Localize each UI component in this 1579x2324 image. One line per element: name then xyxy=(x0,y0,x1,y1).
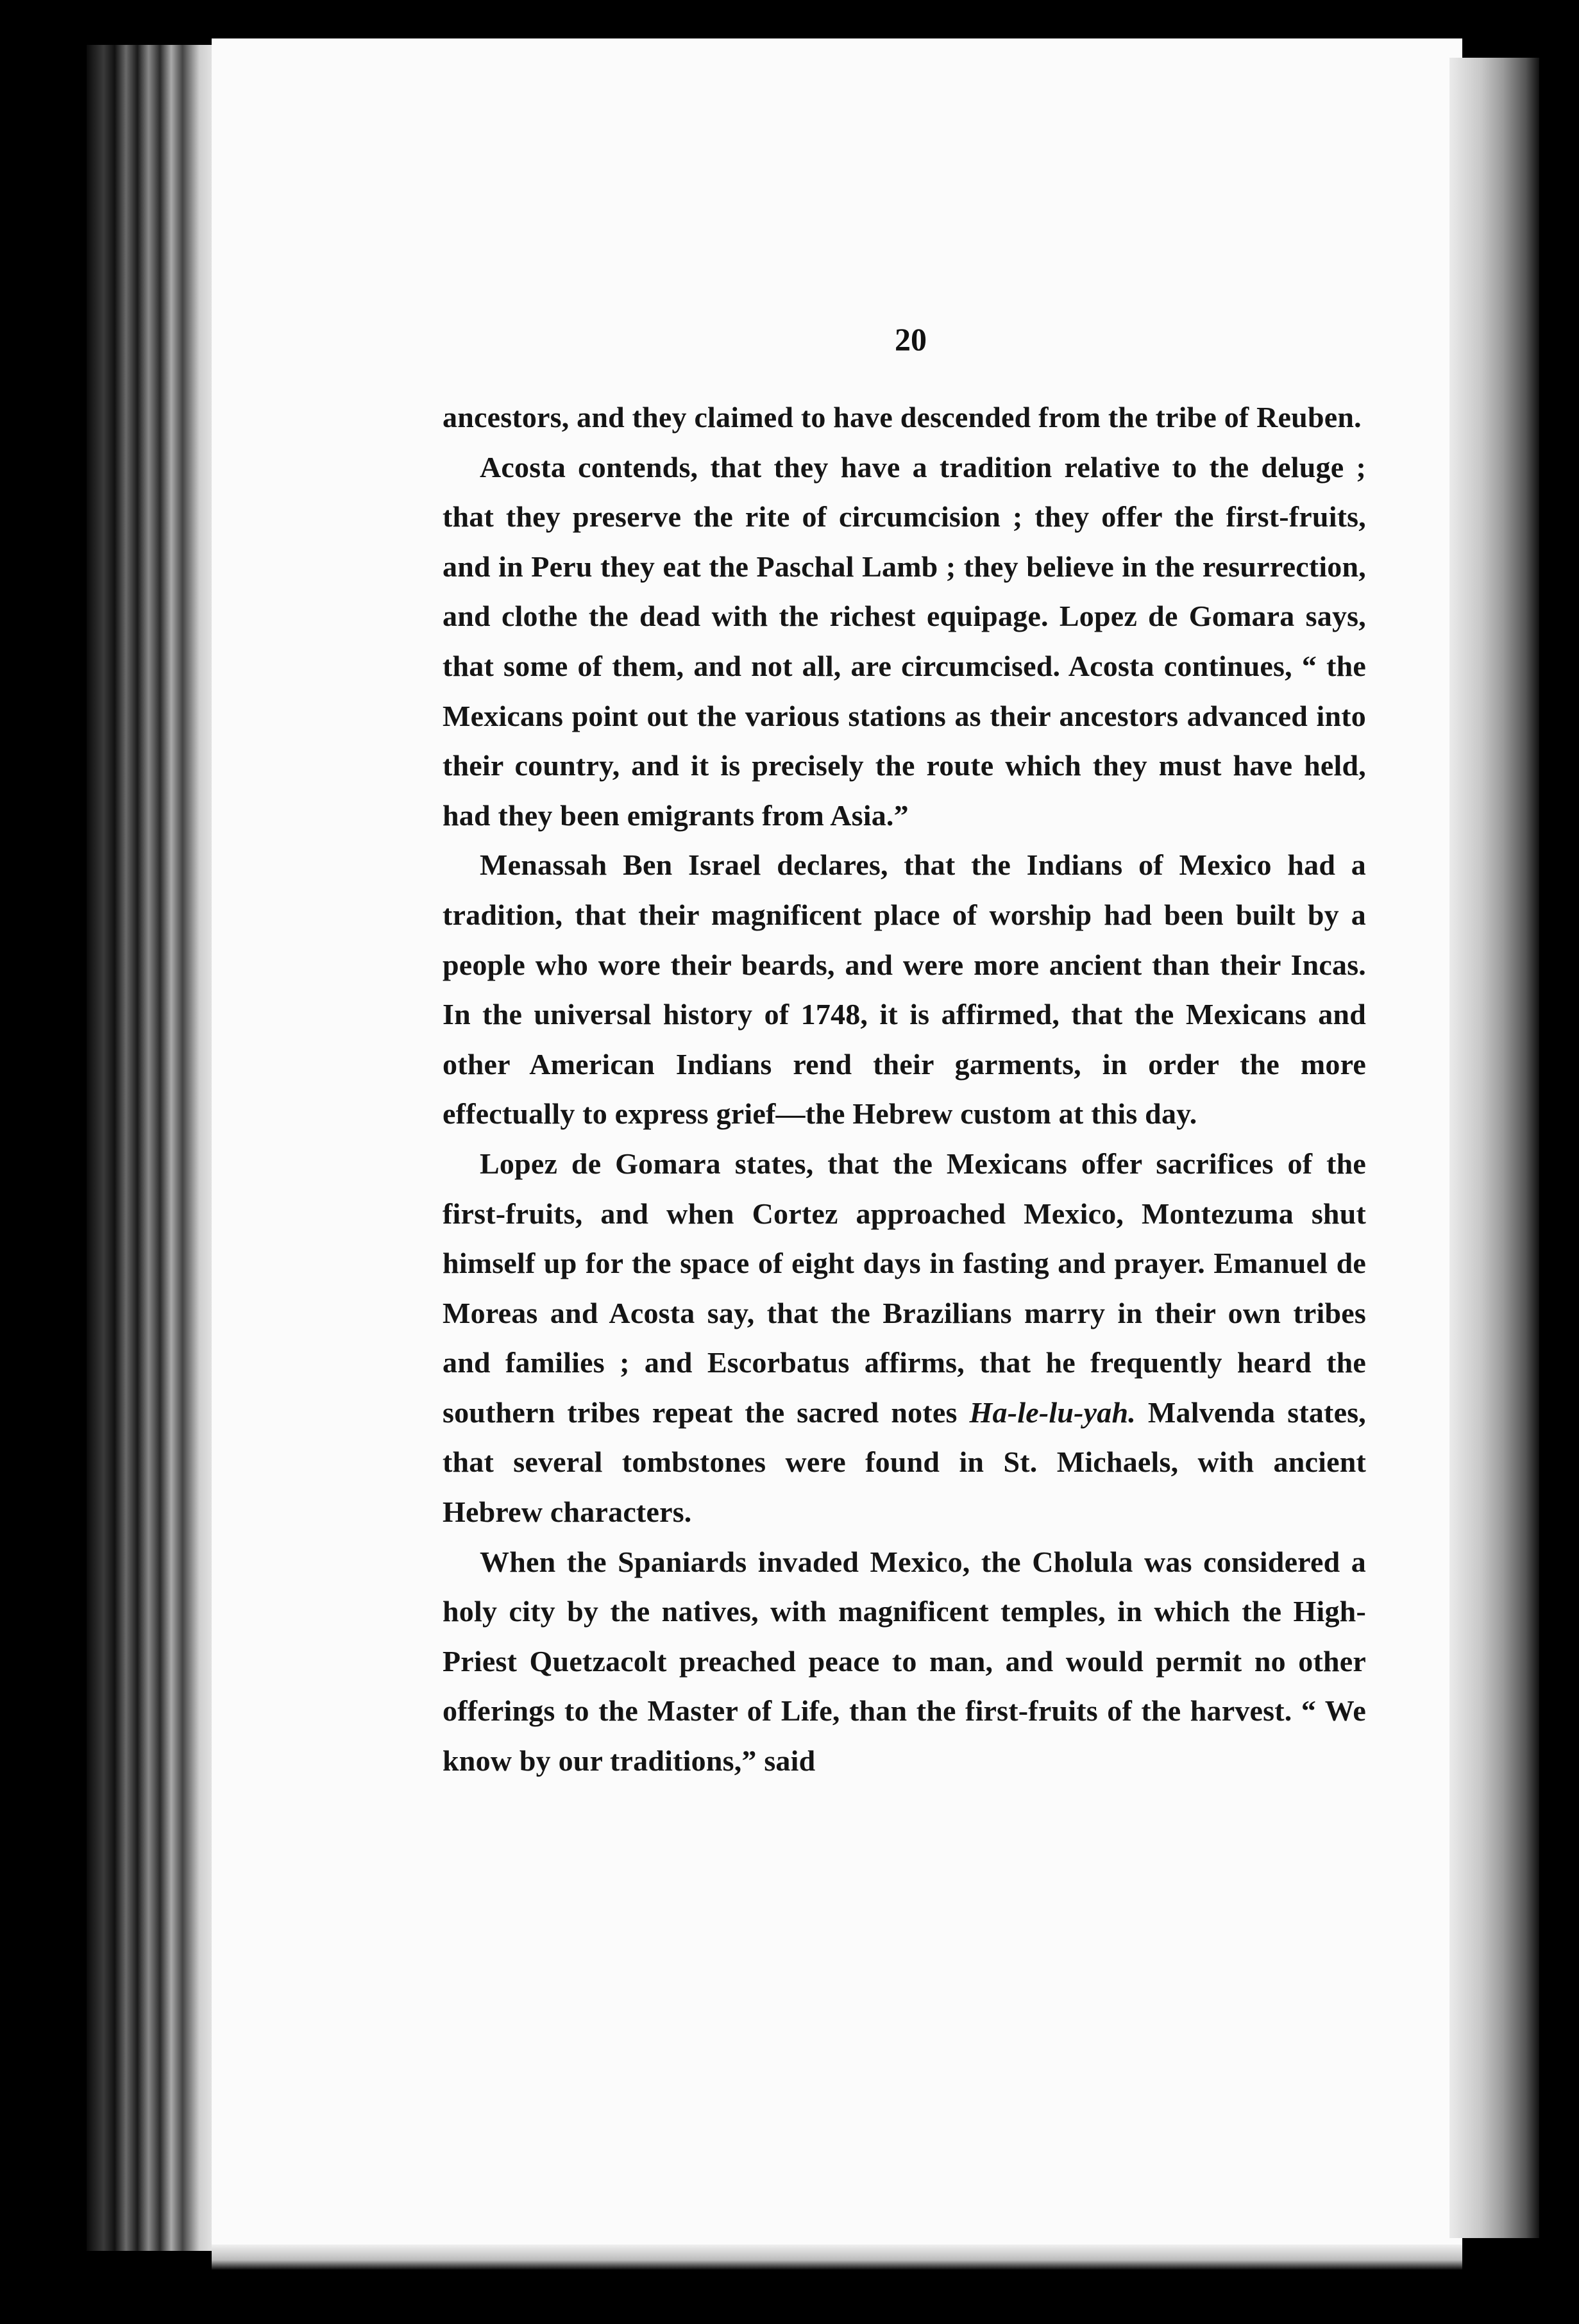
body-text xyxy=(443,392,1366,1786)
page-number: 20 xyxy=(895,321,927,357)
paragraph-5: When the Spaniards invaded Mexico, the Cholula was considered a holy city by the natives, with magnificent temples, in which the High-Priest Quetzacolt preached peace to man, and would permit no other offerings to the Master of Life, than the first-fruits of the harvest. “ We know by our traditions,” said xyxy=(443,1545,1366,1778)
paragraph-3: Menassah Ben Israel declares, that the Indians of Mexico had a tradition, that their magnificent place of worship had been built by a people who wore their beards, and were more ancient than their Incas. In the universal history of 1748, it is affirmed, that the Mexicans and other American Indians rend their garments, in order the more effectually to express grief—the Hebrew custom at this day. xyxy=(443,848,1366,1131)
page-gutter-shadow xyxy=(1449,58,1539,2238)
paragraph-1: ancestors, and they claimed to have descended from the tribe of Reuben. xyxy=(443,401,1362,434)
page-bottom-edge xyxy=(212,2244,1462,2270)
paragraph-4-text-before: Lopez de Gomara states, that the Mexicans offer sacrifices of the first-fruits, and when Cortez approached Mexico, Montezuma shut himself up for the space of eight days in fasting and prayer. Emanuel de Moreas and Acosta say, that the Brazilians marry in their own tribes and families ; and Escorbatus affirms, that he frequently heard the southern tribes repeat the sacred notes xyxy=(443,1147,1366,1429)
paragraph-4 xyxy=(443,1139,1366,1537)
paragraph-4-text-after: Malvenda states, that several tombstones were found in St. Michaels, with ancient Hebrew characters. xyxy=(443,1395,1366,1529)
book-page-edges xyxy=(87,45,228,2251)
paragraph-4-italic-hallelujah: Ha-le-lu-yah. xyxy=(969,1395,1136,1429)
paragraph-2: Acosta contends, that they have a tradition relative to the deluge ; that they preserve the rite of circumcision ; they offer the first-fruits, and in Peru they eat the Paschal Lamb ; they believe in the resurrection, and clothe the dead with the richest equipage. Lopez de Gomara says, that some of them, and not all, are circumcised. Acosta continues, “ the Mexicans point out the various stations as their ancestors advanced into their country, and it is precisely the route which they must have held, had they been emigrants from Asia.” xyxy=(443,450,1366,832)
